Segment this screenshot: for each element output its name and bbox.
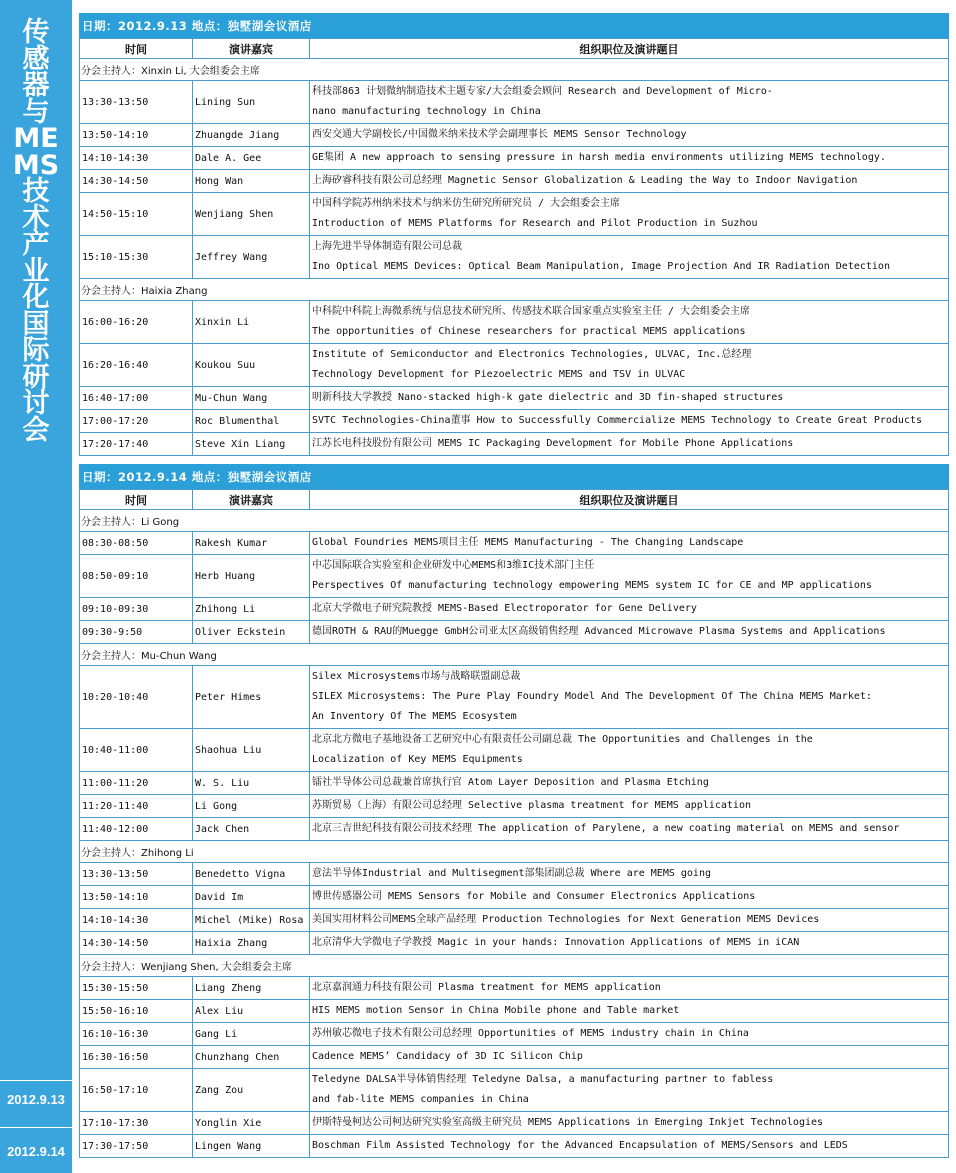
talk-topic: [310, 795, 949, 818]
schedule-section: [79, 464, 949, 1158]
talk-topic: [310, 818, 949, 841]
session-host: 分会主持人：Zhihong Li: [80, 841, 949, 863]
schedule-main: [79, 13, 949, 1166]
talk-topic: [310, 863, 949, 886]
table-row: [80, 598, 949, 621]
talk-speaker: Herb Huang: [193, 555, 310, 598]
talk-topic: [310, 147, 949, 170]
talk-topic: [310, 1023, 949, 1046]
talk-topic: [310, 170, 949, 193]
table-header-row: [80, 39, 949, 59]
topic-line: Global Foundries MEMS项目主任 MEMS Manufacturing - The Changing Landscape: [312, 537, 744, 548]
talk-topic: [310, 1112, 949, 1135]
table-row: [80, 193, 949, 236]
table-row: [80, 1046, 949, 1069]
table-header-row: [80, 490, 949, 510]
talk-time: 08:30-08:50: [80, 532, 193, 555]
table-row: [80, 666, 949, 729]
table-row: [80, 1000, 949, 1023]
talk-topic: [310, 344, 949, 387]
host-row: [80, 841, 949, 863]
talk-speaker: Mu-Chun Wang: [193, 387, 310, 410]
talk-time: 14:10-14:30: [80, 909, 193, 932]
table-row: [80, 532, 949, 555]
topic-line: 伊斯特曼柯达公司柯达研究实验室高级主研究员 MEMS Applications in Emerging Inkjet Technologies: [312, 1117, 824, 1128]
table-row: [80, 729, 949, 772]
topic-line: Cadence MEMS’ Candidacy of 3D IC Silicon Chip: [312, 1051, 583, 1062]
topic-line: 上海矽睿科技有限公司总经理 Magnetic Sensor Globalization & Leading the Way to Indoor Navigation: [312, 175, 858, 186]
table-row: [80, 1023, 949, 1046]
topic-line: HIS MEMS motion Sensor in China Mobile phone and Table market: [312, 1005, 680, 1016]
talk-time: 16:00-16:20: [80, 301, 193, 344]
talk-topic: [310, 555, 949, 598]
topic-line: 西安交通大学副校长/中国微米纳米技术学会副理事长 MEMS Sensor Technology: [312, 129, 687, 140]
talk-speaker: Hong Wan: [193, 170, 310, 193]
talk-time: 11:20-11:40: [80, 795, 193, 818]
table-row: [80, 301, 949, 344]
talk-speaker: Chunzhang Chen: [193, 1046, 310, 1069]
talk-topic: [310, 909, 949, 932]
talk-time: 16:50-17:10: [80, 1069, 193, 1112]
topic-line: Ino Optical MEMS Devices: Optical Beam Manipulation, Image Projection And IR Radiation Detection: [312, 261, 890, 272]
column-header: 组织职位及演讲题目: [310, 490, 949, 510]
talk-speaker: Zhuangde Jiang: [193, 124, 310, 147]
talk-time: 16:10-16:30: [80, 1023, 193, 1046]
topic-line: Boschman Film Assisted Technology for the Advanced Encapsulation of MEMS/Sensors and LEDS: [312, 1140, 848, 1151]
session-host: 分会主持人：Haixia Zhang: [80, 279, 949, 301]
talk-topic: [310, 301, 949, 344]
talk-topic: [310, 236, 949, 279]
talk-speaker: Peter Himes: [193, 666, 310, 729]
schedule-table: [79, 38, 949, 456]
table-row: [80, 170, 949, 193]
table-row: [80, 863, 949, 886]
talk-speaker: Gang Li: [193, 1023, 310, 1046]
sidebar: [0, 0, 72, 1173]
sidebar-divider: [0, 1127, 72, 1128]
topic-line: 意法半导体Industrial and Multisegment部集团副总裁 Where are MEMS going: [312, 868, 711, 879]
topic-line: 上海先进半导体制造有限公司总裁: [312, 241, 462, 252]
section-header: 日期：2012.9.14 地点：独墅湖会议酒店: [79, 464, 949, 489]
topic-line: Institute of Semiconductor and Electronics Technologies, ULVAC, Inc.总经理: [312, 349, 752, 360]
session-host: 分会主持人：Xinxin Li, 大会组委会主席: [80, 59, 949, 81]
talk-time: 16:20-16:40: [80, 344, 193, 387]
session-host: 分会主持人：Mu-Chun Wang: [80, 644, 949, 666]
talk-speaker: W. S. Liu: [193, 772, 310, 795]
talk-topic: [310, 410, 949, 433]
talk-topic: [310, 532, 949, 555]
talk-speaker: Dale A. Gee: [193, 147, 310, 170]
session-host: 分会主持人：Wenjiang Shen, 大会组委会主席: [80, 955, 949, 977]
talk-speaker: Steve Xin Liang: [193, 433, 310, 456]
talk-time: 13:50-14:10: [80, 886, 193, 909]
column-header: 演讲嘉宾: [193, 490, 310, 510]
topic-line: 中芯国际联合实验室和企业研发中心MEMS和3维IC技术部门主任: [312, 560, 595, 571]
talk-time: 14:30-14:50: [80, 170, 193, 193]
topic-line: 北京大学微电子研究院教授 MEMS-Based Electroporator for Gene Delivery: [312, 603, 697, 614]
table-row: [80, 555, 949, 598]
talk-speaker: Alex Liu: [193, 1000, 310, 1023]
host-row: [80, 279, 949, 301]
column-header: 时间: [80, 490, 193, 510]
table-row: [80, 344, 949, 387]
talk-time: 14:10-14:30: [80, 147, 193, 170]
talk-speaker: Liang Zheng: [193, 977, 310, 1000]
talk-speaker: Oliver Eckstein: [193, 621, 310, 644]
topic-line: 镭社半导体公司总裁兼首席执行官 Atom Layer Deposition and Plasma Etching: [312, 777, 709, 788]
talk-topic: [310, 772, 949, 795]
talk-time: 10:40-11:00: [80, 729, 193, 772]
topic-line: Technology Development for Piezoelectric MEMS and TSV in ULVAC: [312, 369, 686, 380]
talk-speaker: Lining Sun: [193, 81, 310, 124]
talk-speaker: Yonglin Xie: [193, 1112, 310, 1135]
topic-line: Localization of Key MEMS Equipments: [312, 754, 523, 765]
column-header: 组织职位及演讲题目: [310, 39, 949, 59]
talk-time: 13:50-14:10: [80, 124, 193, 147]
talk-speaker: Jack Chen: [193, 818, 310, 841]
talk-speaker: Roc Blumenthal: [193, 410, 310, 433]
table-row: [80, 932, 949, 955]
topic-line: 美国实用材料公司MEMS全球产品经理 Production Technologies for Next Generation MEMS Devices: [312, 914, 820, 925]
talk-time: 15:50-16:10: [80, 1000, 193, 1023]
talk-topic: [310, 977, 949, 1000]
table-row: [80, 1069, 949, 1112]
talk-speaker: Koukou Suu: [193, 344, 310, 387]
talk-time: 09:30-9:50: [80, 621, 193, 644]
talk-topic: [310, 1000, 949, 1023]
topic-line: 德国ROTH & RAU的Muegge GmbH公司亚太区高级销售经理 Advanced Microwave Plasma Systems and Applications: [312, 626, 886, 637]
topic-line: Teledyne DALSA半导体销售经理 Teledyne Dalsa, a manufacturing partner to fabless: [312, 1074, 774, 1085]
talk-topic: [310, 598, 949, 621]
talk-time: 09:10-09:30: [80, 598, 193, 621]
topic-line: Silex Microsystems市场与战略联盟副总裁: [312, 671, 521, 682]
schedule-section: [79, 13, 949, 456]
talk-speaker: David Im: [193, 886, 310, 909]
topic-line: The opportunities of Chinese researchers for practical MEMS applications: [312, 326, 746, 337]
topic-line: 苏州敏芯微电子技术有限公司总经理 Opportunities of MEMS industry chain in China: [312, 1028, 749, 1039]
table-row: [80, 772, 949, 795]
topic-line: An Inventory Of The MEMS Ecosystem: [312, 711, 517, 722]
topic-line: 科技部863 计划微纳制造技术主题专家/大会组委会顾问 Research and Development of Micro-: [312, 86, 773, 97]
talk-topic: [310, 1135, 949, 1158]
talk-time: 13:30-13:50: [80, 863, 193, 886]
talk-topic: [310, 621, 949, 644]
topic-line: and fab-lite MEMS companies in China: [312, 1094, 529, 1105]
topic-line: 中科院中科院上海微系统与信息技术研究所、传感技术联合国家重点实验室主任 / 大会组委会主席: [312, 306, 751, 317]
table-row: [80, 909, 949, 932]
sidebar-date-1: 2012.9.13: [7, 1092, 65, 1107]
talk-topic: [310, 729, 949, 772]
talk-topic: [310, 81, 949, 124]
host-row: [80, 510, 949, 532]
table-row: [80, 236, 949, 279]
topic-line: SVTC Technologies-China董事 How to Successfully Commercialize MEMS Technology to Create Great Products: [312, 415, 923, 426]
topic-line: GE集团 A new approach to sensing pressure in harsh media environments utilizing MEMS technology.: [312, 152, 886, 163]
talk-topic: [310, 932, 949, 955]
topic-line: nano manufacturing technology in China: [312, 106, 541, 117]
column-header: 演讲嘉宾: [193, 39, 310, 59]
host-row: [80, 955, 949, 977]
topic-line: 苏斯贸易（上海）有限公司总经理 Selective plasma treatment for MEMS application: [312, 800, 751, 811]
talk-time: 16:40-17:00: [80, 387, 193, 410]
topic-line: SILEX Microsystems: The Pure Play Foundry Model And The Development Of The China MEMS Market:: [312, 691, 872, 702]
talk-time: 11:00-11:20: [80, 772, 193, 795]
talk-topic: [310, 666, 949, 729]
topic-line: 北京三吉世纪科技有限公司技术经理 The application of Parylene, a new coating material on MEMS and sensor: [312, 823, 900, 834]
talk-time: 16:30-16:50: [80, 1046, 193, 1069]
topic-line: 博世传感器公司 MEMS Sensors for Mobile and Consumer Electronics Applications: [312, 891, 756, 902]
talk-speaker: Haixia Zhang: [193, 932, 310, 955]
talk-time: 17:30-17:50: [80, 1135, 193, 1158]
talk-time: 17:20-17:40: [80, 433, 193, 456]
host-row: [80, 59, 949, 81]
sidebar-date-2: 2012.9.14: [7, 1144, 65, 1159]
topic-line: 江苏长电科技股份有限公司 MEMS IC Packaging Development for Mobile Phone Applications: [312, 438, 794, 449]
schedule-table: [79, 489, 949, 1158]
topic-line: 北京北方微电子基地设备工艺研究中心有限责任公司副总裁 The Opportunities and Challenges in the: [312, 734, 813, 745]
column-header: 时间: [80, 39, 193, 59]
talk-topic: [310, 193, 949, 236]
table-row: [80, 410, 949, 433]
talk-speaker: Michel (Mike) Rosa: [193, 909, 310, 932]
table-row: [80, 124, 949, 147]
table-row: [80, 433, 949, 456]
topic-line: 中国科学院苏州纳米技术与纳米仿生研究所研究员 / 大会组委会主席: [312, 198, 621, 209]
talk-time: 14:30-14:50: [80, 932, 193, 955]
talk-time: 17:00-17:20: [80, 410, 193, 433]
talk-speaker: Jeffrey Wang: [193, 236, 310, 279]
talk-speaker: Shaohua Liu: [193, 729, 310, 772]
talk-time: 14:50-15:10: [80, 193, 193, 236]
talk-speaker: Wenjiang Shen: [193, 193, 310, 236]
topic-line: Introduction of MEMS Platforms for Research and Pilot Production in Suzhou: [312, 218, 758, 229]
talk-time: 10:20-10:40: [80, 666, 193, 729]
table-row: [80, 387, 949, 410]
talk-time: 17:10-17:30: [80, 1112, 193, 1135]
table-row: [80, 621, 949, 644]
talk-topic: [310, 1069, 949, 1112]
table-row: [80, 81, 949, 124]
talk-topic: [310, 886, 949, 909]
talk-topic: [310, 1046, 949, 1069]
talk-speaker: Lingen Wang: [193, 1135, 310, 1158]
talk-time: 15:30-15:50: [80, 977, 193, 1000]
sidebar-divider: [0, 1080, 72, 1081]
table-row: [80, 977, 949, 1000]
table-row: [80, 1112, 949, 1135]
talk-time: 15:10-15:30: [80, 236, 193, 279]
talk-speaker: Zhihong Li: [193, 598, 310, 621]
sidebar-title: 传感器与MEMS技术产业化国际研讨会: [12, 17, 60, 446]
session-host: 分会主持人：Li Gong: [80, 510, 949, 532]
table-row: [80, 147, 949, 170]
table-row: [80, 1135, 949, 1158]
table-row: [80, 886, 949, 909]
topic-line: Perspectives Of manufacturing technology empowering MEMS system IC for CE and MP applications: [312, 580, 872, 591]
talk-speaker: Zang Zou: [193, 1069, 310, 1112]
host-row: [80, 644, 949, 666]
talk-speaker: Li Gong: [193, 795, 310, 818]
talk-speaker: Rakesh Kumar: [193, 532, 310, 555]
talk-time: 08:50-09:10: [80, 555, 193, 598]
talk-time: 13:30-13:50: [80, 81, 193, 124]
talk-speaker: Xinxin Li: [193, 301, 310, 344]
talk-topic: [310, 433, 949, 456]
topic-line: 北京清华大学微电子学教授 Magic in your hands: Innovation Applications of MEMS in iCAN: [312, 937, 800, 948]
talk-topic: [310, 387, 949, 410]
topic-line: 北京嘉润通力科技有限公司 Plasma treatment for MEMS application: [312, 982, 661, 993]
talk-speaker: Benedetto Vigna: [193, 863, 310, 886]
section-header: 日期：2012.9.13 地点：独墅湖会议酒店: [79, 13, 949, 38]
topic-line: 明新科技大学教授 Nano-stacked high-k gate dielectric and 3D fin-shaped structures: [312, 392, 784, 403]
talk-time: 11:40-12:00: [80, 818, 193, 841]
table-row: [80, 795, 949, 818]
talk-topic: [310, 124, 949, 147]
table-row: [80, 818, 949, 841]
